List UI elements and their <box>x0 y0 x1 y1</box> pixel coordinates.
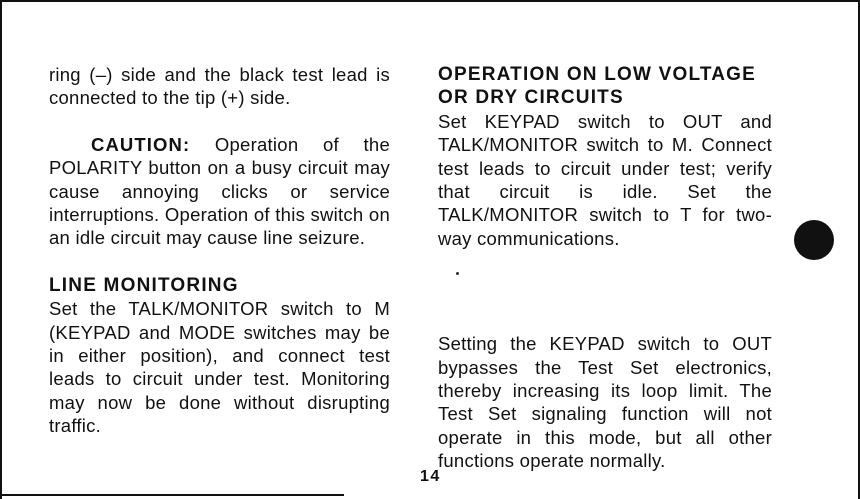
top-rule <box>0 0 860 2</box>
bottom-rule <box>0 494 344 496</box>
low-voltage-paragraph: Set KEYPAD switch to OUT and TALK/MONITOR switch to M. Connect test leads to circuit under test; verify that circuit is idle. Set the TALK/MONITOR switch to T for two-way communications. <box>438 110 772 249</box>
scan-speck <box>456 272 459 275</box>
right-column <box>438 63 772 473</box>
page-number: 14 <box>420 468 441 485</box>
caution-label: CAUTION: <box>91 133 191 155</box>
caution-text: Operation of the POLARITY button on a busy circuit may cause annoying clicks or service interruptions. Operation of this switch on an idle circuit may cause line seizure. <box>49 133 390 249</box>
low-voltage-heading: OPERATION ON LOW VOLTAGE OR DRY CIRCUITS <box>438 64 757 109</box>
left-column <box>49 63 390 438</box>
continued-paragraph: ring (–) side and the black test lead is connected to the tip (+) side. <box>49 64 390 109</box>
keypad-out-paragraph: Setting the KEYPAD switch to OUT bypasses the Test Set electronics, thereby increasing its loop limit. The Test Set signaling function will not operate in this mode, but all other functions operate normally. <box>438 333 772 472</box>
left-edge-rule <box>0 0 2 499</box>
line-monitoring-paragraph: Set the TALK/MONITOR switch to M (KEYPAD and MODE switches may be in either position), and connect test leads to circuit under test. Monitoring may now be done without disrupting traffic. <box>49 298 390 437</box>
caution-paragraph <box>49 133 390 250</box>
registration-dot <box>794 220 834 260</box>
line-monitoring-heading: LINE MONITORING <box>49 274 239 296</box>
